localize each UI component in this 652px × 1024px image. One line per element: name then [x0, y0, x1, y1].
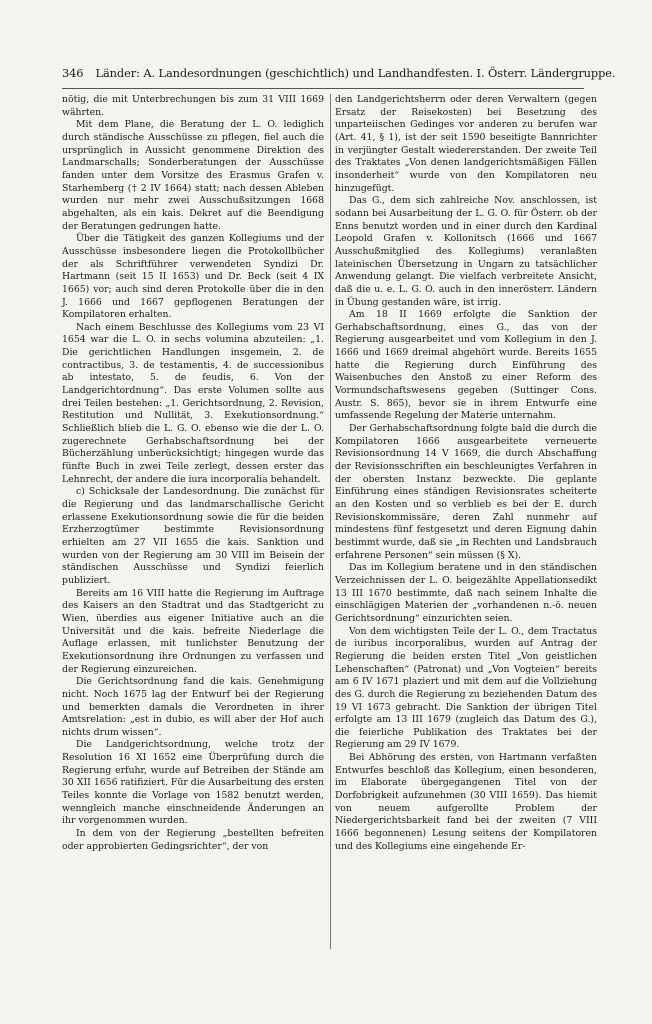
left-column [62, 94, 324, 853]
paragraph: Nach einem Beschlusse des Kollegiums vom 23 VI 1654 war die L. O. in sechs volumina abzuteilen: „1. Die gerichtlichen Handlungen insgemein, 2. de contractibus, 3. de testamentis, 4. de successionibus ab intestato, 5. de feudis, 6. Von der Landgerichtordnung“. Das erste Volumen sollte aus drei Teilen bestehen: „1. Gerichtsordnung, 2. Revision, Restitution und Nullität, 3. Exekutionsordnung.“ Schließlich blieb die L. G. O. ebenso wie die der L. O. zugerechnete Gerhabschaftsordnung bei der Bücherzählung unberücksichtigt; hingegen wurde das fünfte Buch in zwei Teile zerlegt, dessen erster das Lehnrecht, der andere die iura incorporalia behandelt. [62, 321, 324, 485]
paragraph: Bereits am 16 VIII hatte die Regierung im Auftrage des Kaisers an den Stadtrat und das Stadtgericht zu Wien, überdies aus eigener Initiative auch an die Universität und die kais. befreite Niederlage die Auflage erlassen, mit tunlichster Benutzung der Exekutionsordnung ihre Ordnungen zu verfassen und der Regierung einzureichen. [62, 587, 324, 675]
paragraph: Von dem wichtigsten Teile der L. O., dem Tractatus de iuribus incorporalibus, wurden auf Antrag der Regierung die beiden ersten Titel „Von geistlichen Lehenschaften“ (Patronat) und „Von Vogteien“ bereits am 6 IV 1671 plaziert und mit dem auf die Vollziehung des G. durch die Regierung zu beziehenden Datum des 19 VI 1673 gebracht. Die Sanktion der übrigen Titel erfolgte am 13 III 1679 (zugleich das Datum des G.), die feierliche Publikation des Traktates bei der Regierung am 29 IV 1679. [335, 625, 597, 751]
column-divider [330, 94, 331, 949]
paragraph: Die Landgerichtsordnung, welche trotz der Resolution 16 XI 1652 eine Überprüfung durch die Regierung erfuhr, wurde auf Betreiben der Stände am 30 XII 1656 ratifiziert. Für die Ausarbeitung des ersten Teiles konnte die Vorlage von 1582 benutzt werden, wenngleich manche einschneidende Änderungen an ihr vorgenommen wurden. [62, 739, 324, 827]
paragraph: Bei Abhörung des ersten, von Hartmann verfaßten Entwurfes beschloß das Kollegium, einen besonderen, im Elaborate übergegangenen Titel von der Dorfobrigkeit aufzunehmen (30 VIII 1659). Das hiemit von neuem aufgerollte Problem der Niedergerichtsbarkeit fand bei der zweiten (7 VIII 1666 begonnenen) Lesung seitens der Kompilatoren und des Kollegiums eine eingehende Er- [335, 752, 597, 852]
page-number: 346 [62, 66, 84, 80]
paragraph: Der Gerhabschaftsordnung folgte bald die durch die Kompilatoren 1666 ausgearbeitete verneuerte Revisionsordnung 14 V 1669, die durch Abschaffung der Revisionsschriften ein beschleunigtes Verfahren in der obersten Instanz bezweckte. Die geplante Einführung eines ständigen Revisionsrates scheiterte an den Kosten und so verblieb es bei der E. durch Revisionskommissäre, deren Zahl nunmehr auf mindestens fünf festgesetzt und deren Eignung dahin bestimmt wurde, daß sie „in Rechten und Landsbrauch erfahrene Personen“ sein müssen (§ X). [335, 423, 597, 561]
running-head [62, 66, 616, 80]
paragraph: Das G., dem sich zahlreiche Nov. anschlossen, ist sodann bei Ausarbeitung der L. G. O. für Österr. ob der Enns benutzt worden und in einer durch den Kardinal Leopold Grafen v. Kollonitsch (1666 und 1667 Ausschußmitglied des Kollegiums) veranlaßten lateinischen Übersetzung in Ungarn zu tatsächlicher Anwendung gelangt. Die vielfach verbreitete Ansicht, daß die u. e. L. G. O. auch in den innerösterr. Ländern in Übung gestanden wäre, ist irrig. [335, 195, 597, 308]
running-title: Länder: A. Landesordnungen (geschichtlich) und Landhandfesten. I. Österr. Ländergruppe. [95, 66, 616, 80]
paragraph: Das im Kollegium beratene und in den ständischen Verzeichnissen der L. O. beigezählte Appellationsedikt 13 III 1670 bestimmte, daß nach seinem Inhalte die einschlägigen Materien der „vorhandenen n.-ö. neuen Gerichtsordnung“ einzurichten seien. [335, 562, 597, 624]
header-rule [62, 88, 584, 89]
paragraph: Am 18 II 1669 erfolgte die Sanktion der Gerhabschaftsordnung, eines G., das von der Regierung ausgearbeitet und vom Kollegium in den J. 1666 und 1669 dreimal abgehört wurde. Bereits 1655 hatte die Regierung durch Einführung des Waisenbuches den Anstoß zu einer Reform des Vormundschaftswesens gegeben (Suttinger Cons. Austr. S. 865), bevor sie in ihrem Entwurfe eine umfassende Regelung der Materie unternahm. [335, 309, 597, 422]
paragraph: Mit dem Plane, die Beratung der L. O. lediglich durch ständische Ausschüsse zu pflegen, fiel auch die ursprünglich in Aussicht genommene Direktion des Landmarschalls; Sonderberatungen der Ausschüsse fanden unter dem Vorsitze des Erasmus Grafen v. Starhemberg († 2 IV 1664) statt; nach dessen Ableben wurden nur mehr zwei Ausschußsitzungen 1668 abgehalten, als ein kais. Dekret auf die Beendigung der Beratungen gedrungen hatte. [62, 119, 324, 232]
paragraph: Die Gerichtsordnung fand die kais. Genehmigung nicht. Noch 1675 lag der Entwurf bei der Regierung und bemerkten damals die Verordneten in ihrer Amtsrelation: „est in dubio, es will aber der Hof auch nichts drum wissen“. [62, 676, 324, 738]
paragraph: Über die Tätigkeit des ganzen Kollegiums und der Ausschüsse insbesondere liegen die Protokollbücher der als Schriftführer verwendeten Syndizi Dr. Hartmann (seit 15 II 1653) und Dr. Beck (seit 4 IX 1665) vor; auch sind deren Protokolle über die in den J. 1666 und 1667 gepflogenen Beratungen der Kompilatoren erhalten. [62, 233, 324, 321]
paragraph: In dem von der Regierung „bestellten befreiten oder approbierten Gedingsrichter“, der von [62, 828, 324, 852]
paragraph: nötig, die mit Unterbrechungen bis zum 31 VIII 1669 währten. [62, 94, 324, 118]
paragraph: c) Schicksale der Landesordnung. Die zunächst für die Regierung und das landmarschallische Gericht erlassene Exekutionsordnung sowie die für die beiden Erzherzogtümer bestimmte Revisionsordnung erhielten am 27 VII 1655 die kais. Sanktion und wurden von der Regierung am 30 VIII im Beisein der ständischen Ausschüsse und Syndizi feierlich publiziert. [62, 486, 324, 586]
right-column [335, 94, 597, 853]
paragraph: den Landgerichtsherrn oder deren Verwaltern (gegen Ersatz der Reisekosten) bei Besetzung des unparteiischen Gedinges vor anderen zu berufen war (Art. 41, § 1), ist der seit 1590 beseitigte Bannrichter in verjüngter Gestalt wiedererstanden. Der zweite Teil des Traktates „Von denen landgerichtsmäßigen Fällen insonderheit“ wurde von den Kompilatoren neu hinzugefügt. [335, 94, 597, 194]
